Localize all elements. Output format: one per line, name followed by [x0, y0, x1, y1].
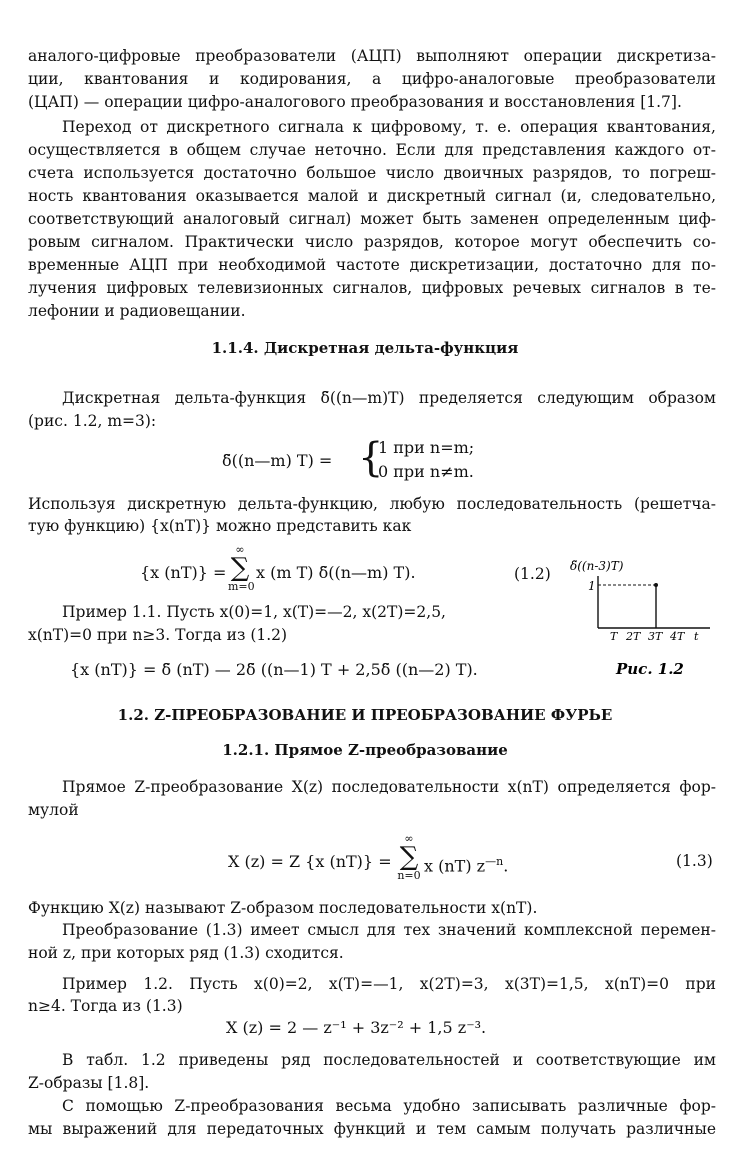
paragraph-line: Преобразование (1.3) имеет смысл для тех значений комплексной перемен-	[62, 921, 716, 939]
tick-label: 4T	[670, 630, 685, 643]
section-heading: 1.1.4. Дискретная дельта-функция	[211, 339, 519, 357]
paragraph-line: С помощью Z-преобразования весьма удобно записывать различные фор-	[62, 1097, 716, 1115]
equation-13-lhs: X (z) = Z {x (nT)} =	[228, 852, 392, 871]
sum-lower: m=0	[228, 580, 255, 593]
paragraph-line: В табл. 1.2 приведены ряд последовательностей и соответствующие им	[62, 1051, 716, 1069]
example-line: Пример 1.2. Пусть x(0)=2, x(T)=—1, x(2T)=3, x(3T)=1,5, x(nT)=0 при	[62, 975, 716, 993]
example-line: x(nT)=0 при n≥3. Тогда из (1.2)	[28, 626, 288, 644]
tick-label: t	[694, 630, 699, 643]
paragraph-line: осуществляется в общем случае неточно. Если для представления каждого от-	[28, 141, 716, 159]
equation-13-rhs: x (nT) $z^{—n}$.	[424, 855, 509, 876]
paragraph-line: мы выражений для передаточных функций и тем самым получать различные	[28, 1120, 716, 1138]
sum-upper: ∞	[235, 543, 245, 556]
chapter-heading: 1.2. Z-ПРЕОБРАЗОВАНИЕ И ПРЕОБРАЗОВАНИЕ ФУРЬЕ	[117, 706, 613, 724]
paragraph-line: тую функцию) {x(nT)} можно представить как	[28, 517, 412, 535]
paragraph-line: (рис. 1.2, m=3):	[28, 412, 157, 430]
delta-plot	[560, 548, 720, 688]
equation-delta-case: 0 при n≠m.	[378, 462, 474, 481]
impulse-point	[654, 583, 658, 587]
paragraph-line: ность квантования оказывается малой и дискретный сигнал (и, следовательно,	[28, 187, 716, 205]
paragraph-line: Переход от дискретного сигнала к цифровому, т. е. операция квантования,	[62, 118, 716, 136]
equation-delta-case: 1 при n=m;	[378, 438, 475, 457]
figure-one-label: 1	[588, 579, 596, 593]
subsection-heading: 1.2.1. Прямое Z-преобразование	[222, 741, 508, 759]
paragraph-line: ровым сигналом. Практически число разрядов, которое могут обеспечить со-	[28, 233, 716, 251]
paragraph-line: (ЦАП) — операции цифро-аналогового преобразования и восстановления [1.7].	[28, 93, 682, 111]
equation-13-body: x (nT) z	[424, 856, 486, 876]
paragraph-line: Прямое Z-преобразование X(z) последовательности x(nT) определяется фор-	[62, 778, 716, 796]
paragraph-line: аналого-цифровые преобразователи (АЦП) выполняют операции дискретиза-	[28, 47, 716, 65]
figure-1-2	[560, 548, 720, 688]
sum-lower: n=0	[397, 869, 421, 882]
figure-axis-label: δ̃((n-3)T)	[570, 559, 624, 573]
paragraph-line: Z-образы [1.8].	[28, 1074, 150, 1092]
paragraph-line: временные АЦП при необходимой частоте дискретизации, достаточно для по-	[28, 256, 716, 274]
paragraph-line: счета используется достаточно большое число двоичных разрядов, то погреш-	[28, 164, 716, 182]
example-equation: {x (nT)} = δ̃ (nT) — 2δ̃ ((n—1) T + 2,5δ̃ ((n—2) T).	[70, 660, 478, 679]
equation-delta-lhs: δ̃((n—m) T) =	[222, 451, 333, 470]
paragraph-line: ции, квантования и кодирования, а цифро-аналоговые преобразователи	[28, 70, 716, 88]
paragraph-line: Функцию X(z) называют Z-образом последовательности x(nT).	[28, 899, 538, 917]
example-line: Пример 1.1. Пусть x(0)=1, x(T)=—2, x(2T)=2,5,	[62, 603, 446, 621]
paragraph-line: лефонии и радиовещании.	[28, 302, 246, 320]
paragraph-line: ной z, при которых ряд (1.3) сходится.	[28, 944, 344, 962]
tick-label: T	[610, 630, 618, 643]
tick-label: 3T	[648, 630, 663, 643]
summation-sign	[228, 543, 255, 593]
equation-13-exponent: —n	[485, 855, 504, 868]
paragraph-line: Дискретная дельта-функция δ̃((n—m)T) пределяется следующим образом	[62, 389, 716, 407]
paragraph-line: Используя дискретную дельта-функцию, любую последовательность (решетча-	[28, 495, 716, 513]
sum-symbol: ∑	[399, 842, 419, 872]
equation-brace: {	[358, 435, 384, 481]
figure-caption: Рис. 1.2	[616, 660, 684, 678]
sum-symbol: ∑	[230, 553, 250, 583]
example-equation: X (z) = 2 — z⁻¹ + 3z⁻² + 1,5 z⁻³.	[226, 1018, 487, 1037]
equation-12-rhs: x (m T) δ̃((n—m) T).	[256, 563, 416, 582]
equation-number: (1.3)	[676, 852, 713, 870]
summation-sign	[397, 833, 421, 881]
paragraph-line: лучения цифровых телевизионных сигналов, цифровых речевых сигналов в те-	[28, 279, 716, 297]
example-line: n≥4. Тогда из (1.3)	[28, 997, 183, 1015]
tick-label: 2T	[626, 630, 641, 643]
paragraph-line: мулой	[28, 801, 79, 819]
equation-number: (1.2)	[514, 565, 551, 583]
paragraph-line: соответствующий аналоговый сигнал) может быть заменен определенным циф-	[28, 210, 716, 228]
sum-upper: ∞	[404, 832, 414, 845]
equation-12-lhs: {x (nT)} =	[140, 563, 227, 582]
